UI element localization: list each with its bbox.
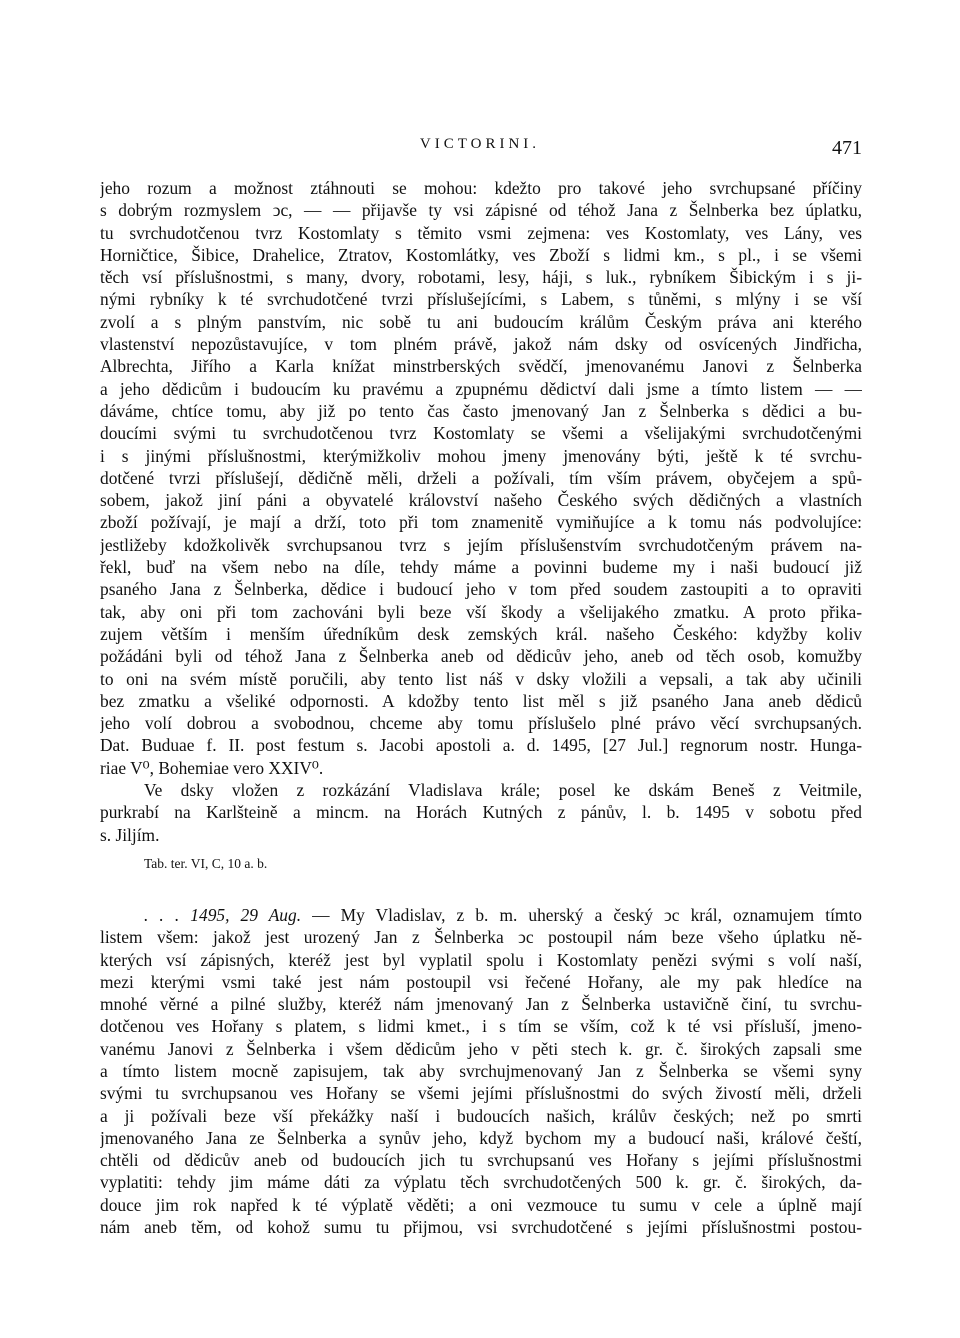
entry-first-line: — My Vladislav, z b. m. uherský a český ͻc král, oznamujem tímto: [301, 904, 862, 925]
page-number: 471: [832, 137, 862, 159]
text-line: kterých vsí zápisných, kteréž jest byl vyplatil spolu i Kostomlaty penězi svými s volí naší,: [100, 949, 862, 970]
text-line: Albrechta, Jiřího a Karla knížat minstrberských svědčí, jmenovanému Janovi z Šelnberka: [100, 356, 862, 377]
text-line: psaného Jana z Šelnberka, dědice i budoucí jeho v tom před soudem zastoupiti a to opraviti: [100, 579, 862, 600]
text-line: vanému Janovi z Šelnberka i všem dědicům jeho v pěti stech k. gr. č. širokých zapsali sme: [100, 1038, 862, 1059]
text-line: to oni na svém místě poručili, aby tento list náš v dsky vložili a vepsali, a tak aby učinili: [100, 668, 862, 689]
text-line: s dobrým rozmyslem ͻc, — — přijavše ty vsi zápisné od téhož Jana z Šelnberka bez úplatku,: [100, 200, 862, 221]
text-line: chtěli od dědicův aneb od budoucích jich tu svrchupsanú ves Hořany s jejími příslušnostmi: [100, 1150, 862, 1171]
text-line: jestližeby kdožkolivěk svrchupsanou tvrz s jejím příslušenstvím svrchudotčeným právem na-: [100, 534, 862, 555]
text-line: sobem, jakož jiní páni a obyvatelé království našeho Českého svých dědičných a vlastních: [100, 490, 862, 511]
text-line: doucími svými tu svrchudotčenou tvrz Kostomlaty se všemi a všelijakými svrchudotčenými: [100, 423, 862, 444]
text-line: douce jim rok napřed k té výplatě věděti; a oni vezmouce tu sumu v cele a úplně mají: [100, 1194, 862, 1215]
running-head: VICTORINI.: [419, 136, 541, 152]
paragraph-registration-note: [100, 779, 862, 846]
text-line: nám aneb těm, od kohož sumu tu přijmou, vsi svrchudotčené s jejími příslušnostmi postou-: [100, 1217, 862, 1238]
text-line: a jeho dědicům i budoucím ku pravému a zpupnému dědictví dali jsme a tímto listem — —: [100, 378, 862, 399]
text-line: zvolí a s plným panstvím, nic sobě tu ani budoucím králům Českým práva ani kterého: [100, 311, 862, 332]
text-line: Ve dsky vložen z rozkázání Vladislava krále; posel ke dskám Beneš z Veitmile,: [144, 780, 862, 801]
text-line: bez zmatku a všeliké odpornosti. A kdožby tento list měl s již psaného Jana aneb dědiců: [100, 690, 862, 711]
paragraph-charter: [100, 177, 862, 779]
text-line: požádáni byli od téhož Jana z Šelnberka aneb od dědicův jeho, aneb od těch osob, komužby: [100, 646, 862, 667]
text-line: tak, aby oni při tom zachováni byli beze vší škody a všelijakého zmatku. A proto přika-: [100, 601, 862, 622]
text-line: jeho volí dobrou a svobodnou, chceme aby tomu příslušelo plné právo věcí svrchupsaných.: [100, 713, 862, 734]
text-line: zujem větším i menším úředníkům desk zemských král. našeho Českého: kdyžby koliv: [100, 623, 862, 644]
text-line: i s jinými příslušnostmi, kterýmižkoliv mohou jmeny jmenovány býti, ještě k té svrchu-: [100, 445, 862, 466]
archive-citation: Tab. ter. VI, C, 10 a. b.: [144, 855, 268, 871]
text-line: a tímto listem mocně zapisujem, tak aby svrchujmenovaný Jan z Šelnberka se všemi syny: [100, 1060, 862, 1081]
text-line: nými rybníky k té svrchudotčené tvrzi příslušejícími, s Labem, s tůněmi, s mlýny i se vší: [100, 289, 862, 310]
text-line: těch vsí příslušnostmi, s many, dvory, robotami, lesy, háji, s luk., rybníkem Šibickým i s ji-: [100, 267, 862, 288]
text-line: listem všem: jakož jest urozený Jan z Šelnberka ͻc postoupil nám beze všeho úplatku ně-: [100, 927, 862, 948]
text-line: jeho rozum a možnost ztáhnouti se mohou: kdežto pro takové jeho svrchupsané příčiny: [100, 178, 862, 198]
text-line: a ji požívali beze vší překážky naší i budoucích našich, králův českých; než po smrti: [100, 1105, 862, 1126]
text-line: dáváme, chtíce tomu, aby již po tento čas často jmenovaný Jan z Šelnberka s dědici a bu-: [100, 400, 862, 421]
text-line: Dat. Buduae f. II. post festum s. Jacobi apostoli a. d. 1495, [27 Jul.] regnorum nostr. Hunga-: [100, 735, 862, 756]
text-line: vyplatiti: tehdy jim máme dáti za výplatu těch svrchudotčených 500 k. gr. č. širokých, da-: [100, 1172, 862, 1193]
text-line: jmenovaného Jana ze Šelnberka a synův jeho, když bychom my a budoucí naši, králové čeští,: [100, 1127, 862, 1148]
text-line: dotčené tvrzi příslušejí, dědičně měli, drželi a požívali, tím vším právem, obyčejem a spů-: [100, 467, 862, 488]
text-line: dotčenou ves Hořany s platem, s lidmi kmet., i s tím se vším, což k té vsi přísluší, jmeno-: [100, 1016, 862, 1037]
text-line: svými tu svrchupsanou ves Hořany se všemi jejími příslušnostmi do svých živostí měli, drželi: [100, 1083, 862, 1104]
text-line: řekl, buď na všem nebo na díle, tehdy máme a povinni budeme my i naši budoucí již: [100, 557, 862, 578]
text-line: vlastenství nepozůstavujíce, v tom plném právě, jakož nám dsky od osvícených Jindřicha,: [100, 334, 862, 355]
text-line: tu svrchudotčenou tvrz Kostomlaty s těmito vsmi zejmena: ves Kostomlaty, ves Lány, ves: [100, 222, 862, 243]
text-line: mezi kterými vsmi také jest nám postoupil vsi řečené Hořany, ale my pak hledíce na: [100, 971, 862, 992]
text-line: s. Jiljím.: [100, 824, 160, 845]
text-line: [100, 904, 862, 926]
section-gap: [100, 876, 862, 904]
charter-entry: [100, 904, 862, 1238]
text-line: riae V⁰, Bohemiae vero XXIV⁰.: [100, 757, 324, 778]
text-line: zboží požívají, je mají a drží, toto při tom znamenitě vymiňujíce a k tomu nás podvolujíce:: [100, 512, 862, 533]
text-block: [100, 177, 862, 1238]
text-line: mnohé věrné a pilné služby, kteréž nám jmenovaný Jan z Šelnberka ustavičně činí, tu svrchu-: [100, 994, 862, 1015]
entry-date: . . . 1495, 29 Aug.: [144, 904, 302, 925]
text-line: Horničtice, Šibice, Drahelice, Ztratov, Kostomlátky, ves Zboží s lidmi km., s pl., i se všemi: [100, 244, 862, 265]
text-line: purkrabí na Karlšteině a mincm. na Horách Kutných z pánův, l. b. 1495 v sobotu před: [100, 802, 862, 823]
